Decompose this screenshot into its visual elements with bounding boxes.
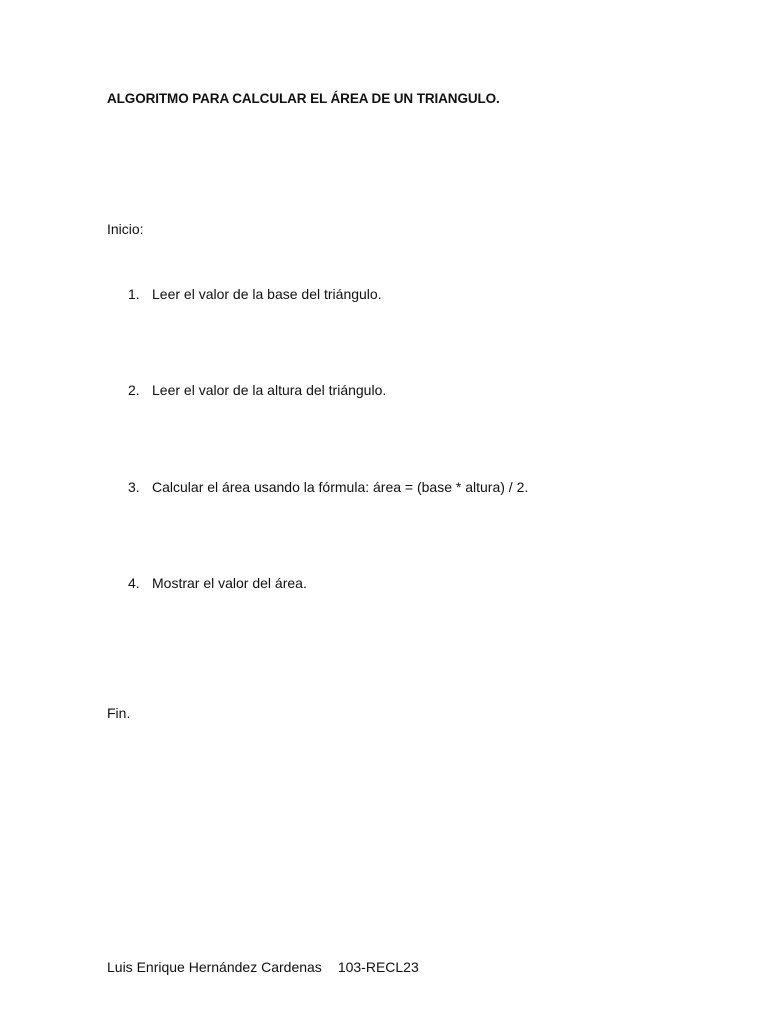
step-text: Calcular el área usando la fórmula: área = (base * altura) / 2. <box>152 479 529 495</box>
student-code: 103-RECL23 <box>337 959 419 975</box>
start-label: Inicio: <box>107 221 144 237</box>
step-number: 1. <box>128 286 140 302</box>
footer <box>107 959 419 975</box>
list-item <box>128 286 382 302</box>
step-number: 4. <box>128 575 140 591</box>
step-text: Mostrar el valor del área. <box>152 575 307 591</box>
document-title: ALGORITMO PARA CALCULAR EL ÁREA DE UN TRIANGULO. <box>107 91 500 106</box>
step-text: Leer el valor de la altura del triángulo. <box>152 382 387 398</box>
list-item <box>128 479 528 495</box>
end-label: Fin. <box>107 705 131 721</box>
list-item <box>128 382 386 398</box>
author-name: Luis Enrique Hernández Cardenas <box>107 959 322 975</box>
step-number: 3. <box>128 479 140 495</box>
list-item <box>128 575 307 591</box>
step-text: Leer el valor de la base del triángulo. <box>152 286 382 302</box>
step-number: 2. <box>128 382 140 398</box>
